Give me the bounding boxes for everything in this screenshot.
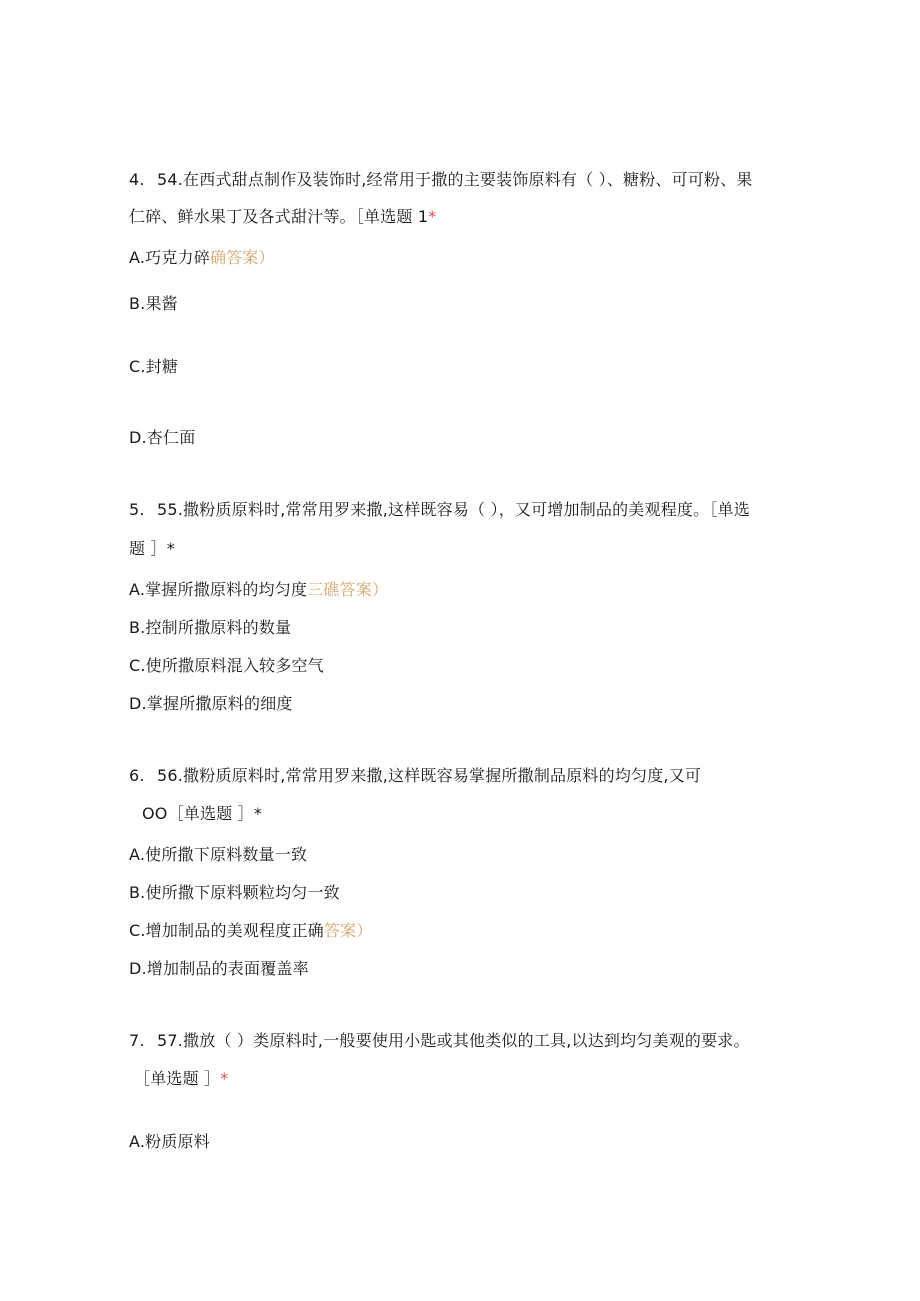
question-text: 54.在西式甜点制作及装饰时,经常用于撒的主要装饰原料有（ ）、糖粉、可可粉、果 [157,170,753,189]
question-4-line-1 [129,170,753,190]
option-label: D.杏仁面 [129,428,196,447]
option-5b[interactable] [129,618,291,638]
option-label: A.使所撒下原料数量一致 [129,845,308,864]
option-4b[interactable] [129,294,178,314]
option-6a[interactable] [129,845,307,865]
question-number: 7. [129,1031,145,1050]
question-text: 56.撒粉质原料时,常常用罗来撒,这样既容易掌握所撒制品原料的均匀度,又可 [157,766,702,785]
question-text: 57.撒放（ ）类原料时,一般要使用小匙或其他类似的工具,以达到均匀美观的要求。 [157,1031,750,1050]
question-7-line-2 [134,1069,229,1089]
question-number: 5. [129,500,145,519]
option-4a[interactable] [129,248,275,268]
option-label: A.掌握所撒原料的均匀度 [129,580,308,599]
question-text: 55.撒粉质原料时,常常用罗来撒,这样既容易（ ），又可增加制品的美观程度。［单选 [157,500,750,519]
option-label: A.巧克力碎 [129,248,210,267]
option-4d[interactable] [129,428,195,448]
option-5c[interactable] [129,656,324,676]
question-text: 题 ］ [129,539,167,558]
option-4c[interactable] [129,357,178,377]
required-mark: * [253,804,263,823]
option-label: B.果酱 [129,294,178,313]
option-label: C.使所撒原料混入较多空气 [129,656,324,675]
option-label: B.控制所撒原料的数量 [129,618,292,637]
question-number: 4. [129,170,145,189]
answer-tag: 答案） [323,921,373,940]
question-number: 6. [129,766,145,785]
question-6-line-1 [129,766,701,786]
question-5-line-2 [129,539,175,559]
option-5a[interactable] [129,580,388,600]
answer-tag: 三礁答案） [307,580,389,599]
question-6-line-2 [142,804,262,824]
option-6b[interactable] [129,883,340,903]
required-mark: * [220,1069,229,1088]
question-text: 仁碎、鲜水果丁及各式甜汁等。［单选题 1 [129,207,429,226]
option-label: D.掌握所撒原料的细度 [129,694,293,713]
option-7a[interactable] [129,1132,210,1152]
option-label: A.粉质原料 [129,1132,210,1151]
required-mark: * [166,539,175,558]
required-mark: * [428,207,437,226]
question-text: ［单选题 ］ [134,1069,221,1088]
question-4-line-2 [129,207,436,227]
option-label: C.封糖 [129,357,179,376]
option-6d[interactable] [129,959,309,979]
question-5-line-1 [129,500,750,520]
option-label: B.使所撒下原料颗粒均匀一致 [129,883,340,902]
option-6c[interactable] [129,921,372,941]
option-label: C.增加制品的美观程度正确 [129,921,324,940]
question-7-line-1 [129,1031,750,1051]
answer-tag: 确答案） [209,248,275,267]
question-text: OO［单选题 ］ [142,804,254,823]
option-label: D.增加制品的表面覆盖率 [129,959,309,978]
option-5d[interactable] [129,694,293,714]
